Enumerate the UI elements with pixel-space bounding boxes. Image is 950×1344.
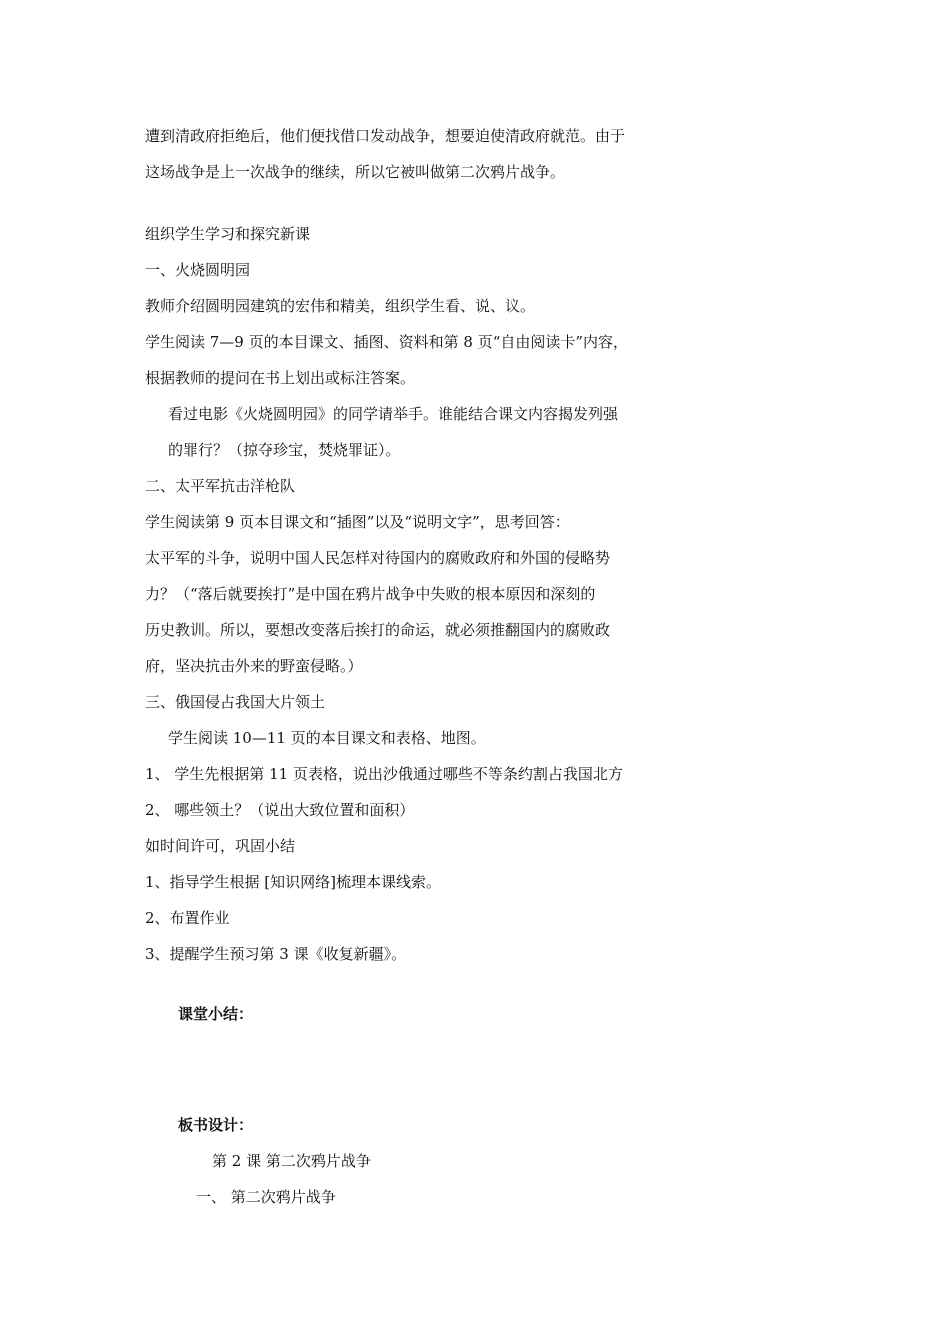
consolidate-item-1: 1、指导学生根据 [知识网络]梳理本课线索。 (145, 873, 442, 891)
board-label: 板书设计： (178, 1116, 254, 1134)
board-item-1: 一、 第二次鸦片战争 (196, 1188, 336, 1206)
section3-heading: 三、俄国侵占我国大片领土 (145, 693, 326, 711)
consolidate-item-2: 2、布置作业 (145, 909, 230, 927)
consolidate-item-3: 3、提醒学生预习第 3 课《收复新疆》。 (145, 945, 407, 963)
section3-line-2: 1、 学生先根据第 11 页表格，说出沙俄通过哪些不等条约割占我国北方 (145, 765, 623, 783)
organize-title: 组织学生学习和探究新课 (145, 225, 311, 243)
section2-line-5: 府，坚决抗击外来的野蛮侵略。） (145, 657, 363, 675)
summary-label: 课堂小结： (178, 1005, 254, 1023)
section1-line-2: 学生阅读 7—9 页的本目课文、插图、资料和第 8 页“自由阅读卡”内容， (145, 333, 629, 351)
section1-heading: 一、火烧圆明园 (145, 261, 251, 279)
section2-line-2: 太平军的斗争，说明中国人民怎样对待国内的腐败政府和外国的侵略势 (145, 549, 611, 567)
section3-line-1: 学生阅读 10—11 页的本目课文和表格、地图。 (168, 729, 486, 747)
section1-line-4: 看过电影《火烧圆明园》的同学请举手。谁能结合课文内容揭发列强 (168, 405, 619, 423)
section1-line-3: 根据教师的提问在书上划出或标注答案。 (145, 369, 416, 387)
intro-line-2: 这场战争是上一次战争的继续，所以它被叫做第二次鸦片战争。 (145, 163, 566, 181)
board-title: 第 2 课 第二次鸦片战争 (212, 1152, 371, 1170)
section2-line-1: 学生阅读第 9 页本目课文和“插图”以及“说明文字”，思考回答： (145, 513, 570, 531)
consolidate-heading: 如时间许可，巩固小结 (145, 837, 296, 855)
section2-heading: 二、太平军抗击洋枪队 (145, 477, 296, 495)
intro-line-1: 遭到清政府拒绝后，他们便找借口发动战争，想要迫使清政府就范。由于 (145, 127, 626, 145)
section3-line-3: 2、 哪些领土？（说出大致位置和面积） (145, 801, 415, 819)
section2-line-3: 力？（“落后就要挨打”是中国在鸦片战争中失败的根本原因和深刻的 (145, 585, 596, 603)
section2-line-4: 历史教训。所以，要想改变落后挨打的命运，就必须推翻国内的腐败政 (145, 621, 611, 639)
section1-line-5: 的罪行？（掠夺珍宝，焚烧罪证）。 (168, 441, 401, 459)
section1-line-1: 教师介绍圆明园建筑的宏伟和精美，组织学生看、说、议。 (145, 297, 536, 315)
